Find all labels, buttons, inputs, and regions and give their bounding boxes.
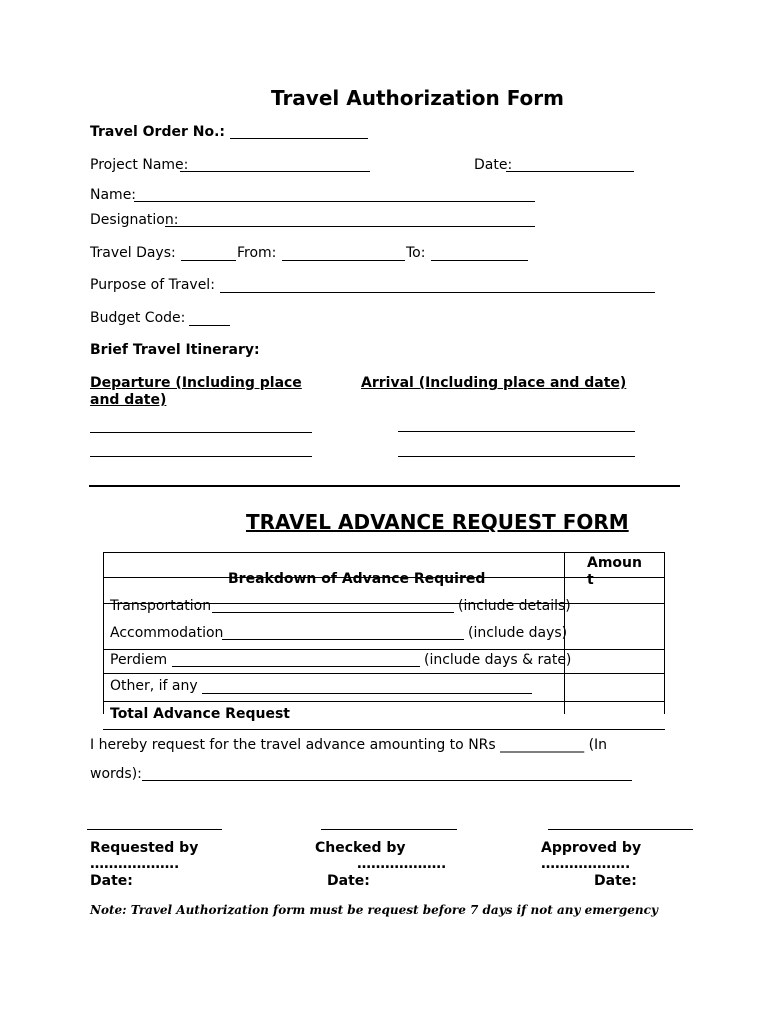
row-perdiem-suffix: (include days & rate) [424,652,572,668]
total-advance-label: Total Advance Request [110,706,290,722]
row-transportation-field[interactable] [212,612,454,613]
purpose-field[interactable] [220,292,655,293]
amount-header-line1: Amoun [587,555,642,571]
name-field[interactable] [134,201,535,202]
requested-by-signature-line[interactable] [87,829,222,830]
budget-code-field[interactable] [189,325,230,326]
to-field[interactable] [431,260,528,261]
amount-header-line2: t [587,572,594,588]
row-perdiem-label: Perdiem [110,652,168,668]
approved-by-label: Approved by [541,840,642,856]
to-label: To: [406,245,426,261]
breakdown-header: Breakdown of Advance Required [228,571,486,587]
name-label: Name: [90,187,137,203]
project-name-field[interactable] [180,171,370,172]
itinerary-label: Brief Travel Itinerary: [90,342,260,358]
row-accommodation-suffix: (include days) [468,625,568,641]
row-transportation-label: Transportation [110,598,212,614]
checked-by-label: Checked by [315,840,406,856]
row-accommodation-field[interactable] [222,639,464,640]
date-label: Date: [474,157,513,173]
approved-by-signature-line[interactable] [548,829,693,830]
checked-by-date-label: Date: [327,873,370,889]
row-perdiem-field[interactable] [172,666,420,667]
travel-order-field[interactable] [230,138,368,139]
amount-in-words-field[interactable] [142,780,632,781]
departure-label-line2: and date) [90,392,167,408]
row-accommodation-label: Accommodation [110,625,224,641]
arrival-label: Arrival (Including place and date) [361,375,627,391]
footer-note: Note: Travel Authorization form must be request before 7 days if not any emergency [90,903,658,917]
requested-by-label: Requested by [90,840,199,856]
arrival-field-1[interactable] [398,431,635,432]
page-title: Travel Authorization Form [271,86,564,110]
arrival-field-2[interactable] [398,456,635,457]
row-other-field[interactable] [202,693,532,694]
designation-label: Designation: [90,212,179,228]
checked-by-dots: ………………. [357,856,447,872]
approved-by-dots: ………………. [541,856,631,872]
row-transportation-suffix: (include details) [458,598,571,614]
designation-field[interactable] [165,226,535,227]
project-name-label: Project Name: [90,157,189,173]
departure-field-1[interactable] [90,432,312,433]
from-label: From: [237,245,277,261]
advance-form-title: TRAVEL ADVANCE REQUEST FORM [246,510,629,534]
departure-field-2[interactable] [90,456,312,457]
request-text-line1: I hereby request for the travel advance amounting to NRs ____________ (In [90,737,608,753]
checked-by-signature-line[interactable] [321,829,457,830]
budget-code-label: Budget Code: [90,310,186,326]
travel-days-label: Travel Days: [90,245,176,261]
travel-order-label: Travel Order No.: [90,124,226,140]
departure-label-line1: Departure (Including place [90,375,302,391]
purpose-label: Purpose of Travel: [90,277,215,293]
date-field[interactable] [506,171,634,172]
row-other-label: Other, if any [110,678,198,694]
from-field[interactable] [282,260,405,261]
travel-days-field[interactable] [181,260,236,261]
section-divider [89,485,680,487]
request-text-line2: words): [90,766,142,782]
approved-by-date-label: Date: [594,873,637,889]
requested-by-dots: ………………. [90,856,180,872]
requested-by-date-label: Date: [90,873,133,889]
